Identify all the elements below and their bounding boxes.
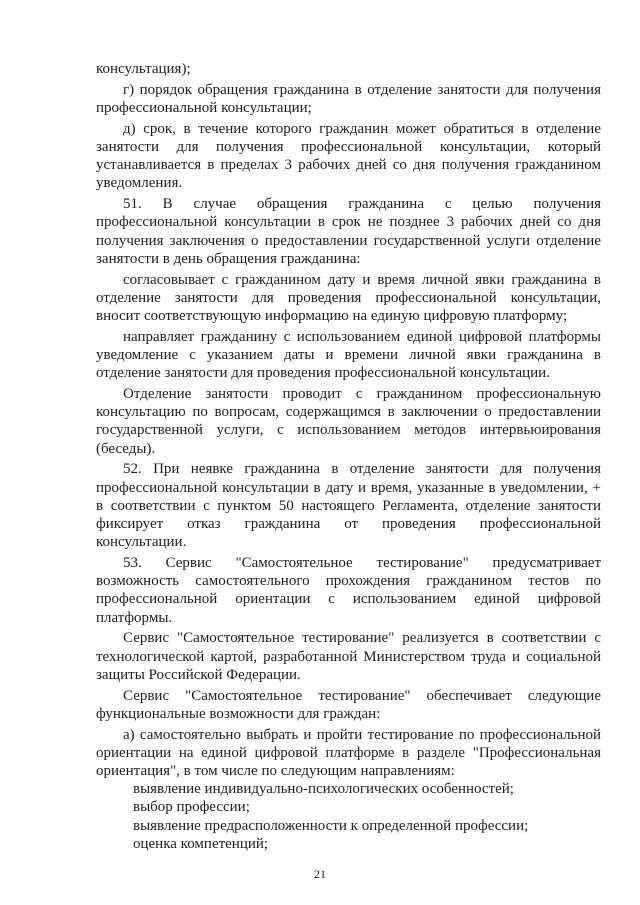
text-line: фиксирует отказ гражданина от проведения профессиональной [96,516,601,532]
text-line: возможность самостоятельного прохождения гражданином тестов по [96,573,601,590]
text-line: г) порядок обращения гражданина в отделение занятости для получения [123,81,601,98]
text-line: консультация); [96,61,191,77]
text-line: занятости для получения профессиональной консультации, который [96,139,601,155]
text-line: государственной услуги, с использованием методов интервьюирования [96,422,601,439]
text-line: отделение занятости для проведения профессиональной консультации, [96,289,601,306]
text-line: согласовывает с гражданином дату и время личной явки гражданина в [123,271,601,288]
text-line: 52. При неявке гражданина в отделение занятости для получения [123,461,601,478]
text-line: в соответствии с пунктом 50 настоящего Регламента, отделение занятости [96,497,601,514]
text-line: профессиональной консультации в дату и время, указанные в уведомлении, + [96,479,601,496]
text-line: функциональные возможности для граждан: [96,705,381,722]
text-line: 53. Сервис "Самостоятельное тестирование" предусматривает [123,555,601,571]
text-line: консультацию по вопросам, содержащимся в заключении о предоставлении [96,404,601,421]
text-line: выявление предрасположенности к определенной профессии; [133,817,529,834]
text-line: выявление индивидуально-психологических особенностей; [133,781,514,798]
text-line: ориентации на единой цифровой платформе в разделе "Профессиональная [96,744,601,761]
text-line: Сервис "Самостоятельное тестирование" реализуется в соответствии с [123,630,601,647]
text-line: направляет гражданину с использованием единой цифровой платформы [123,328,601,345]
text-line: Отделение занятости проводит с гражданином профессиональную [123,386,601,402]
text-line: оценка компетенций; [133,835,269,852]
text-line: платформы. [96,609,173,626]
text-line: выбор профессии; [133,799,250,816]
text-line: вносит соответствующую информацию на единую цифровую платформу; [96,308,568,324]
text-line: д) срок, в течение которого гражданин может обратиться в отделение [123,120,601,137]
text-line: ориентация", в том числе по следующим направлениям: [96,763,455,779]
text-line: защиты Российской Федерации. [96,666,301,683]
text-line: Сервис "Самостоятельное тестирование" обеспечивает следующие [123,687,601,704]
text-line: 51. В случае обращения гражданина с целью получения [123,196,601,213]
text-line: устанавливается в пределах 3 рабочих дней со дня получения гражданином [96,157,601,174]
text-line: уведомления. [96,175,183,192]
text-line: технологической картой, разработанной Министерством труда и социальной [96,648,601,665]
text-line: консультации. [96,534,187,551]
text-line: занятости в день обращения гражданина: [96,250,361,267]
text-line: профессиональной ориентации с использованием единой цифровой [96,591,601,608]
page-number: 21 [314,866,326,881]
text-line: отделение занятости для проведения профессиональной консультации. [96,365,550,382]
text-line: (беседы). [96,440,156,457]
text-line: профессиональной консультации в срок не позднее 3 рабочих дней со дня [96,214,601,231]
text-line: уведомление с указанием даты и времени личной явки гражданина в [96,347,601,363]
text-line: получения заключения о предоставлении государственной услуги отделение [96,232,601,249]
text-line: профессиональной консультации; [96,100,312,116]
text-line: а) самостоятельно выбрать и пройти тестирование по профессиональной [123,726,601,743]
